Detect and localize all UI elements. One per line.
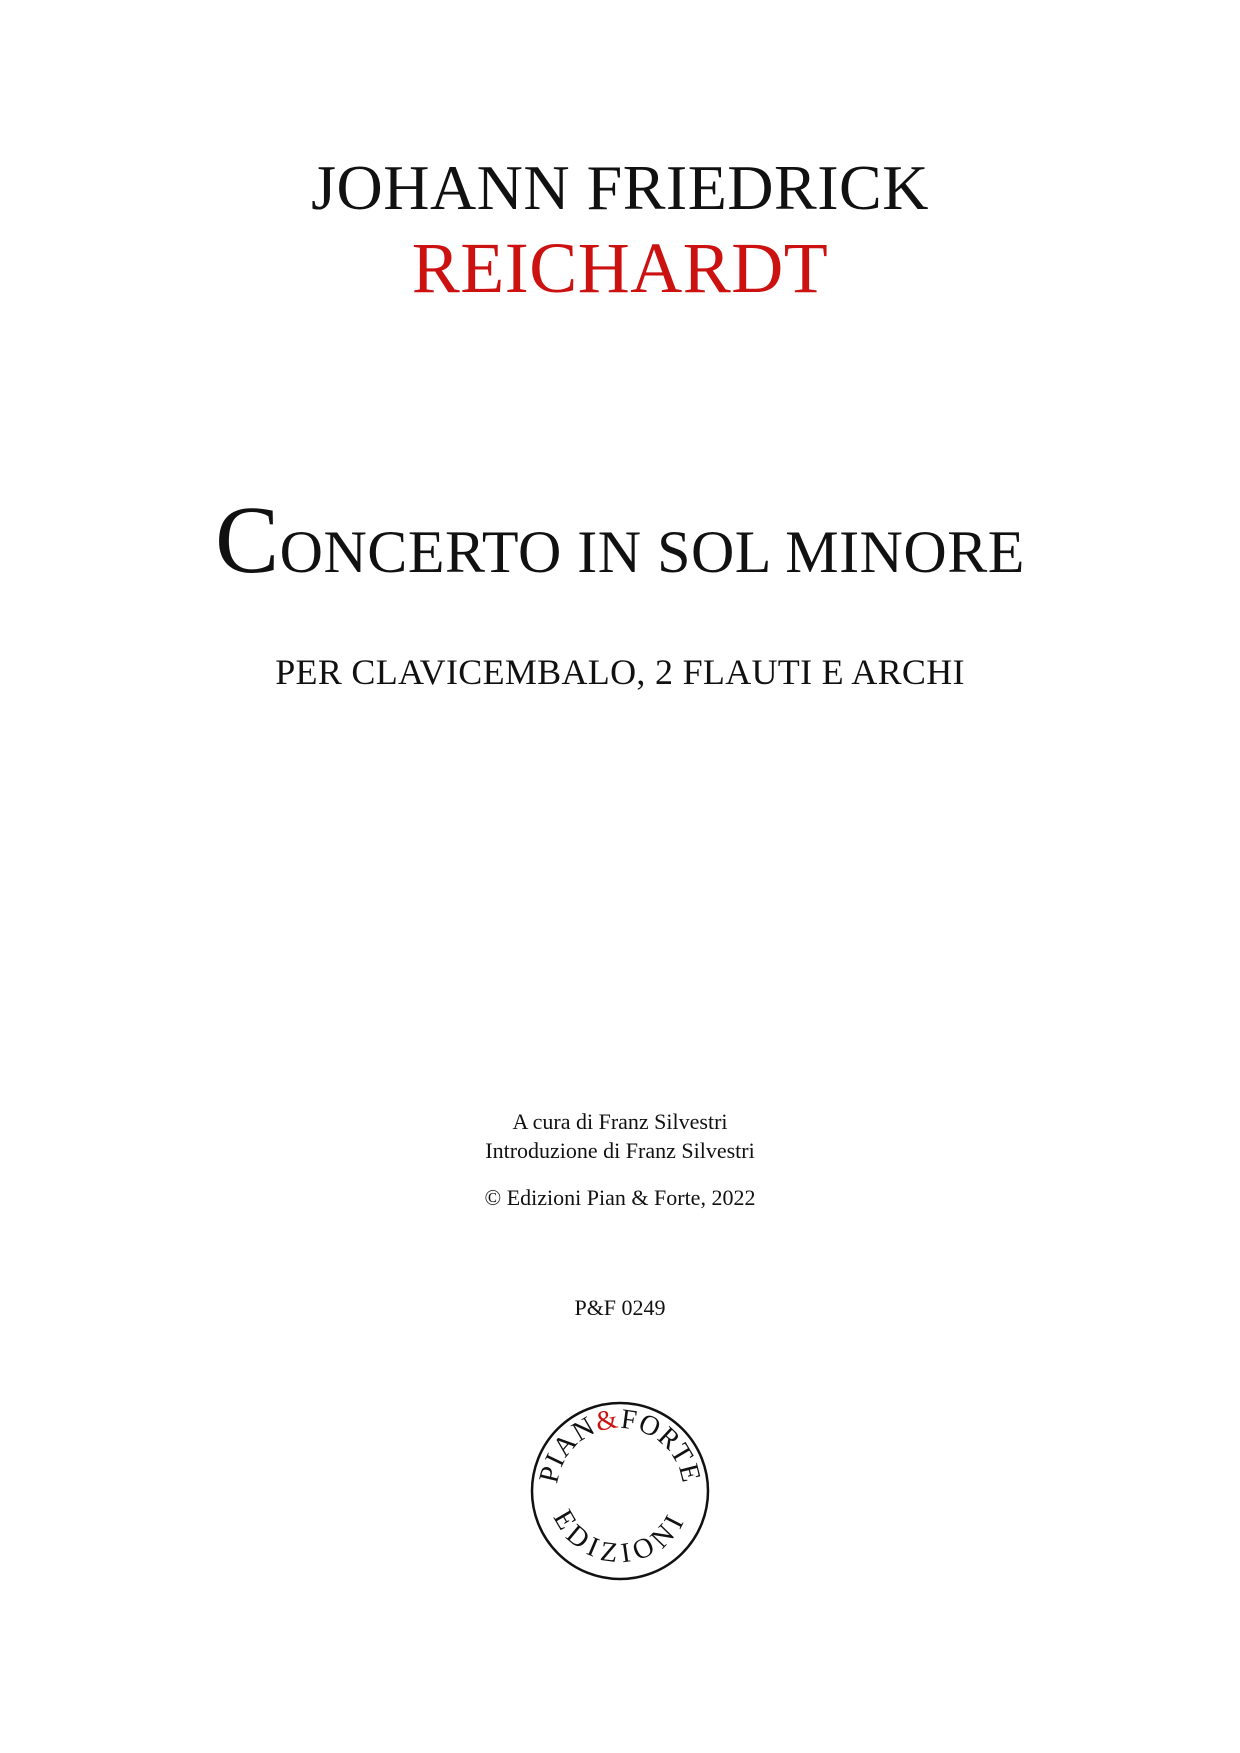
seal-text-ampersand: &: [593, 1403, 622, 1438]
seal-text-edizioni: EDIZIONI: [546, 1504, 693, 1570]
copyright-notice: © Edizioni Pian & Forte, 2022: [484, 1185, 756, 1210]
editor-credit: A cura di Franz Silvestri: [512, 1109, 728, 1134]
seal-text-pian: PIAN: [533, 1410, 601, 1486]
composer-first-names: JOHANN FRIEDRICK: [311, 152, 929, 223]
work-title-rest: ONCERTO IN SOL MINORE: [279, 519, 1025, 585]
svg-text:PIAN&FORTE: [533, 1403, 706, 1486]
work-title: [0, 486, 1240, 602]
credits-block: [0, 1107, 1240, 1165]
work-title-initial: C: [215, 486, 280, 593]
work-subtitle: PER CLAVICEMBALO, 2 FLAUTI E ARCHI: [275, 652, 965, 692]
publisher-seal-logo: [525, 1396, 715, 1586]
catalog-number: P&F 0249: [574, 1295, 666, 1320]
composer-surname: REICHARDT: [411, 228, 829, 308]
seal-text-forte: FORTE: [619, 1403, 707, 1486]
svg-text:EDIZIONI: [547, 1505, 693, 1570]
introduction-credit: Introduzione di Franz Silvestri: [485, 1138, 755, 1163]
